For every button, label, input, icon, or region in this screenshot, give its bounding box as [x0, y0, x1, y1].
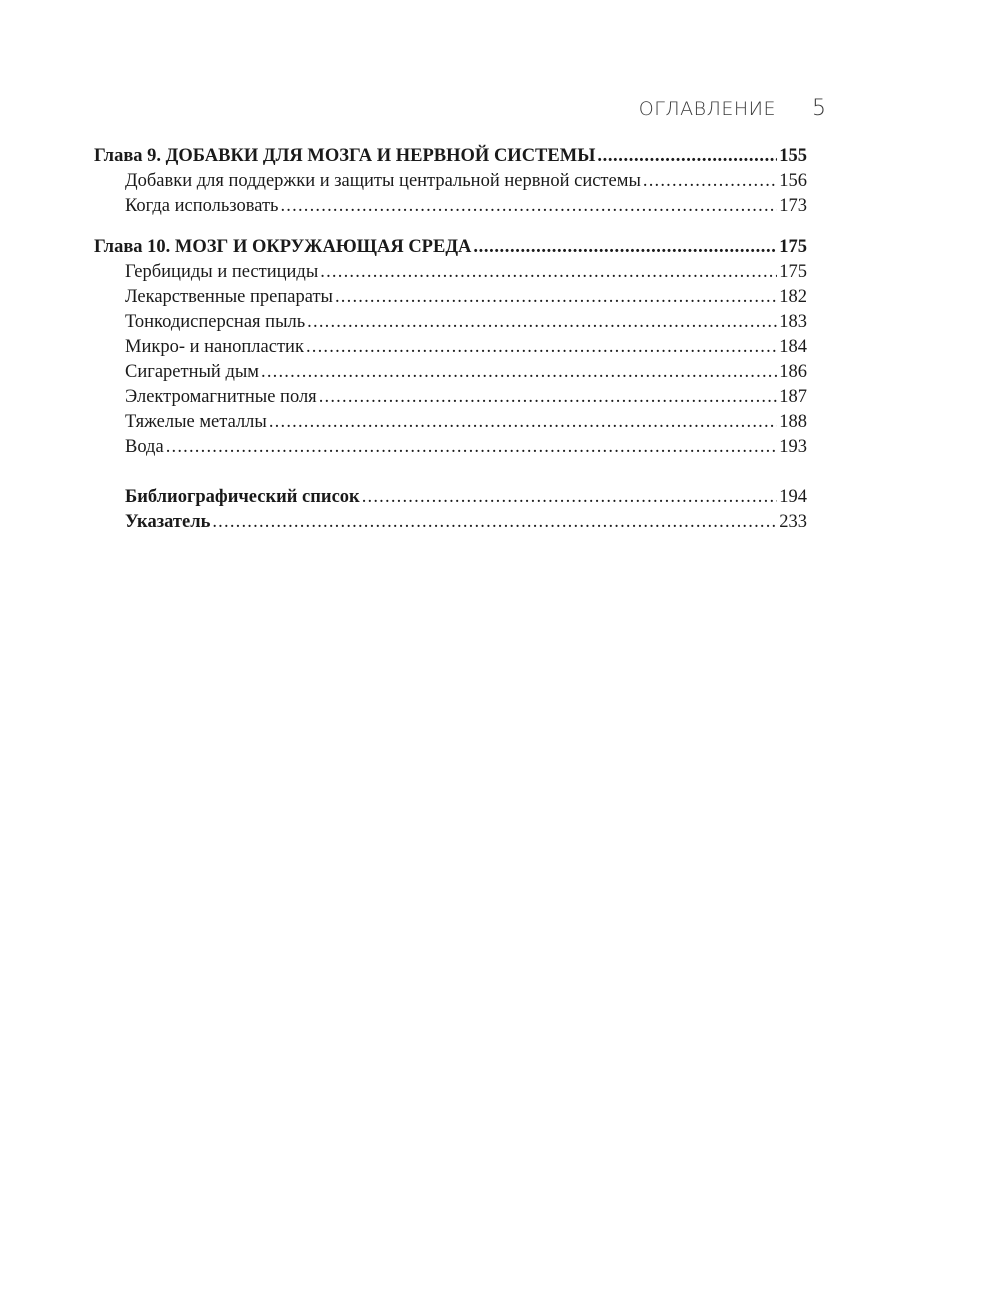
toc-entry[interactable]	[94, 169, 807, 194]
toc-entry-label: Сигаретный дым	[125, 362, 259, 382]
toc-dot-leader	[597, 144, 777, 169]
toc-group-back-matter	[94, 485, 807, 535]
toc-entry-label: Лекарственные препараты	[125, 287, 333, 307]
toc-dot-leader	[306, 335, 777, 360]
toc-dot-leader	[166, 435, 778, 460]
toc-entry-label: Когда использовать	[125, 196, 279, 216]
toc-entry-bibliography[interactable]	[94, 485, 807, 510]
toc-entry-page: 156	[779, 171, 807, 191]
toc-entry[interactable]	[94, 194, 807, 219]
toc-entry[interactable]	[94, 310, 807, 335]
toc-dot-leader	[643, 169, 777, 194]
toc-entry-label: Глава 10. МОЗГ И ОКРУЖАЮЩАЯ СРЕДА	[94, 237, 472, 257]
toc-entry-page: 182	[779, 287, 807, 307]
toc-dot-leader	[307, 310, 777, 335]
toc-group-chapter-9	[94, 144, 807, 219]
toc-dot-leader	[362, 485, 778, 510]
toc-entry-label: Тяжелые металлы	[125, 412, 267, 432]
toc-entry-label: Тонкодисперсная пыль	[125, 312, 306, 332]
toc-entry-page: 233	[779, 512, 807, 532]
toc-entry[interactable]	[94, 385, 807, 410]
toc-entry[interactable]	[94, 285, 807, 310]
toc-entry-page: 186	[779, 362, 807, 382]
toc-entry-page: 184	[779, 337, 807, 357]
toc-entry-label: Микро- и нанопластик	[125, 337, 304, 357]
page-number: 5	[812, 96, 826, 121]
toc-entry[interactable]	[94, 260, 807, 285]
toc-entry-page: 193	[779, 437, 807, 457]
toc-entry-page: 173	[779, 196, 807, 216]
toc-dot-leader	[280, 194, 777, 219]
toc-entry[interactable]	[94, 360, 807, 385]
toc-entry-label: Библиографический список	[125, 487, 360, 507]
toc-group-chapter-10	[94, 235, 807, 460]
toc-entry-page: 183	[779, 312, 807, 332]
toc-dot-leader	[319, 385, 778, 410]
toc-entry-page: 194	[779, 487, 807, 507]
toc-dot-leader	[261, 360, 777, 385]
toc-entry[interactable]	[94, 410, 807, 435]
toc-entry-label: Электромагнитные поля	[125, 387, 317, 407]
toc-entry-chapter-9[interactable]	[94, 144, 807, 169]
toc-dot-leader	[320, 260, 777, 285]
toc-entry-index[interactable]	[94, 510, 807, 535]
toc-entry-page: 155	[779, 146, 807, 166]
toc-entry-page: 187	[779, 387, 807, 407]
toc-entry[interactable]	[94, 335, 807, 360]
running-head-title: ОГЛАВЛЕНИЕ	[638, 98, 776, 120]
toc-entry-label: Указатель	[125, 512, 211, 532]
toc-entry-label: Вода	[125, 437, 164, 457]
table-of-contents	[94, 144, 807, 535]
toc-dot-leader	[335, 285, 777, 310]
toc-entry-page: 175	[779, 262, 807, 282]
toc-entry-chapter-10[interactable]	[94, 235, 807, 260]
toc-dot-leader	[473, 235, 777, 260]
toc-dot-leader	[212, 510, 777, 535]
toc-entry-label: Добавки для поддержки и защиты центральной нервной системы	[125, 171, 641, 191]
toc-entry-page: 175	[779, 237, 807, 257]
toc-entry-page: 188	[779, 412, 807, 432]
toc-dot-leader	[269, 410, 777, 435]
toc-entry-label: Глава 9. ДОБАВКИ ДЛЯ МОЗГА И НЕРВНОЙ СИСТЕМЫ	[94, 146, 596, 166]
toc-entry[interactable]	[94, 435, 807, 460]
running-head	[0, 96, 986, 126]
toc-entry-label: Гербициды и пестициды	[125, 262, 319, 282]
